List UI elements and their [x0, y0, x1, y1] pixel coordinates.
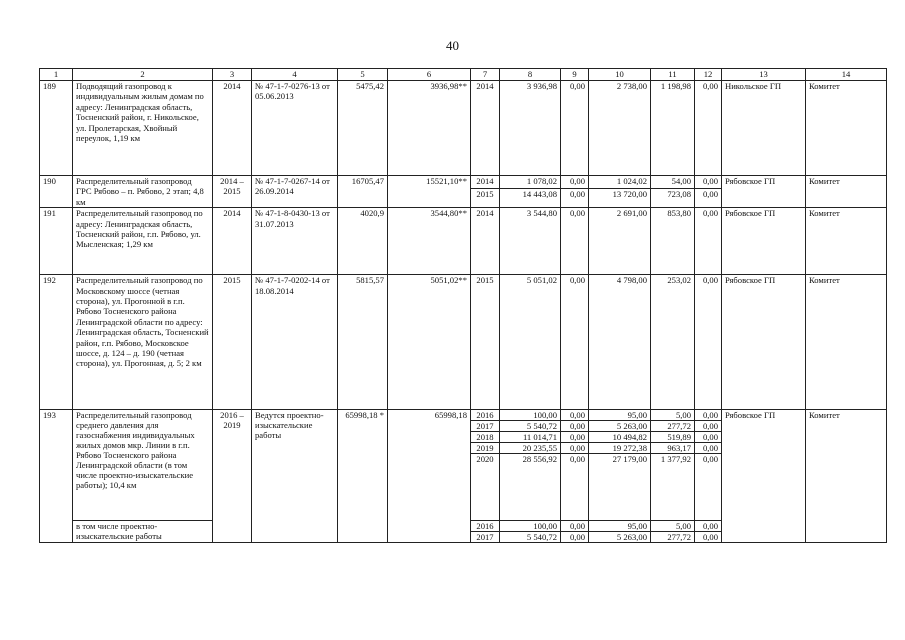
value-cell: 1 078,02: [500, 176, 561, 189]
value-cell: 100,00: [500, 410, 561, 421]
estimated-cost: 16705,47: [338, 176, 388, 208]
table-row: [40, 176, 887, 189]
column-number: 9: [561, 69, 589, 81]
settlement: Рябовское ГП: [722, 176, 806, 208]
year-cell: 2014: [471, 81, 500, 176]
value-cell: 853,80: [651, 208, 695, 275]
value-cell: 0,00: [561, 421, 589, 432]
total-funding: 3936,98**: [388, 81, 471, 176]
expertise-document: № 47-1-8-0430-13 от 31.07.2013: [252, 208, 338, 275]
value-cell: 95,00: [589, 521, 651, 532]
construction-years: 2014: [213, 81, 252, 176]
value-cell: 0,00: [561, 454, 589, 521]
value-cell: 0,00: [561, 81, 589, 176]
column-number: 4: [252, 69, 338, 81]
table-row: [40, 208, 887, 275]
expertise-document: № 47-1-7-0202-14 от 18.08.2014: [252, 275, 338, 410]
value-cell: 0,00: [561, 410, 589, 421]
expertise-document: № 47-1-7-0276-13 от 05.06.2013: [252, 81, 338, 176]
value-cell: 0,00: [695, 454, 722, 521]
value-cell: 11 014,71: [500, 432, 561, 443]
value-cell: 2 738,00: [589, 81, 651, 176]
value-cell: 0,00: [695, 432, 722, 443]
year-cell: 2014: [471, 208, 500, 275]
expertise-document: № 47-1-7-0267-14 от 26.09.2014: [252, 176, 338, 208]
value-cell: 0,00: [561, 432, 589, 443]
value-cell: 100,00: [500, 521, 561, 532]
estimated-cost: 4020,9: [338, 208, 388, 275]
value-cell: 2 691,00: [589, 208, 651, 275]
value-cell: 54,00: [651, 176, 695, 189]
construction-years: 2014: [213, 208, 252, 275]
value-cell: 0,00: [695, 532, 722, 543]
column-number: 2: [73, 69, 213, 81]
value-cell: 277,72: [651, 421, 695, 432]
column-number: 7: [471, 69, 500, 81]
value-cell: 0,00: [695, 443, 722, 454]
value-cell: 5 540,72: [500, 532, 561, 543]
value-cell: 20 235,55: [500, 443, 561, 454]
value-cell: 5 540,72: [500, 421, 561, 432]
total-funding: 5051,02**: [388, 275, 471, 410]
year-cell: 2019: [471, 443, 500, 454]
executor: Комитет: [806, 176, 887, 208]
executor: Комитет: [806, 81, 887, 176]
value-cell: 0,00: [695, 521, 722, 532]
column-number: 3: [213, 69, 252, 81]
value-cell: 5 051,02: [500, 275, 561, 410]
value-cell: 963,17: [651, 443, 695, 454]
row-number: 193: [40, 410, 73, 543]
year-cell: 2016: [471, 521, 500, 532]
year-cell: 2015: [471, 189, 500, 208]
object-name: Распределительный газопровод ГРС Рябово – п. Рябово, 2 этап; 4,8 км: [73, 176, 213, 208]
value-cell: 277,72: [651, 532, 695, 543]
total-funding: 3544,80**: [388, 208, 471, 275]
row-number: 190: [40, 176, 73, 208]
year-cell: 2016: [471, 410, 500, 421]
column-number: 8: [500, 69, 561, 81]
value-cell: 0,00: [561, 532, 589, 543]
value-cell: 723,08: [651, 189, 695, 208]
value-cell: 0,00: [695, 189, 722, 208]
investment-table: [39, 68, 887, 543]
estimated-cost: 5815,57: [338, 275, 388, 410]
value-cell: 5,00: [651, 521, 695, 532]
total-funding: 15521,10**: [388, 176, 471, 208]
sub-item-label: в том числе проектно-изыскательские работы: [73, 521, 213, 543]
executor: Комитет: [806, 410, 887, 543]
value-cell: 0,00: [695, 275, 722, 410]
value-cell: 28 556,92: [500, 454, 561, 521]
value-cell: 0,00: [561, 176, 589, 189]
value-cell: 1 198,98: [651, 81, 695, 176]
construction-years: 2016 – 2019: [213, 410, 252, 543]
column-number-row: [40, 69, 887, 81]
year-cell: 2018: [471, 432, 500, 443]
column-number: 13: [722, 69, 806, 81]
value-cell: 0,00: [695, 421, 722, 432]
year-cell: 2014: [471, 176, 500, 189]
expertise-document: Ведутся проектно-изыскательские работы: [252, 410, 338, 543]
value-cell: 0,00: [695, 208, 722, 275]
executor: Комитет: [806, 208, 887, 275]
value-cell: 14 443,08: [500, 189, 561, 208]
row-number: 191: [40, 208, 73, 275]
row-number: 192: [40, 275, 73, 410]
value-cell: 13 720,00: [589, 189, 651, 208]
column-number: 14: [806, 69, 887, 81]
column-number: 12: [695, 69, 722, 81]
column-number: 6: [388, 69, 471, 81]
value-cell: 5 263,00: [589, 421, 651, 432]
value-cell: 519,89: [651, 432, 695, 443]
value-cell: 0,00: [561, 189, 589, 208]
construction-years: 2015: [213, 275, 252, 410]
value-cell: 3 544,80: [500, 208, 561, 275]
value-cell: 19 272,38: [589, 443, 651, 454]
row-number: 189: [40, 81, 73, 176]
estimated-cost: 65998,18 *: [338, 410, 388, 543]
settlement: Рябовское ГП: [722, 275, 806, 410]
settlement: Рябовское ГП: [722, 410, 806, 543]
value-cell: 3 936,98: [500, 81, 561, 176]
object-name: Подводящий газопровод к индивидуальным жилым домам по адресу: Ленинградская область, Тосненский район, г. Никольское, ул. Пролетарская, Хвойный переулок, 1,19 км: [73, 81, 213, 176]
value-cell: 5 263,00: [589, 532, 651, 543]
value-cell: 5,00: [651, 410, 695, 421]
column-number: 11: [651, 69, 695, 81]
value-cell: 0,00: [561, 275, 589, 410]
table-row: [40, 410, 887, 421]
column-number: 1: [40, 69, 73, 81]
table-row: [40, 275, 887, 410]
value-cell: 95,00: [589, 410, 651, 421]
year-cell: 2017: [471, 421, 500, 432]
value-cell: 27 179,00: [589, 454, 651, 521]
value-cell: 0,00: [561, 443, 589, 454]
total-funding: 65998,18: [388, 410, 471, 543]
object-name: Распределительный газопровод среднего давления для газоснабжения индивидуальных жилых домов мкр. Линии в г.п. Рябово Тосненского района Ленинградской области (в том числе проектно-изыскательские работы); 10,4 км: [73, 410, 213, 521]
object-name: Распределительный газопровод по Московскому шоссе (четная сторона), ул. Прогонной в г.п. Рябово Тосненского района Ленинградской области по адресу: Ленинградская область, Тосненский район, г.п. Рябово, Московское шоссе, д. 124 – д. 190 (четная сторона), ул. Прогонная, д. 5; 2 км: [73, 275, 213, 410]
value-cell: 1 377,92: [651, 454, 695, 521]
settlement: Никольское ГП: [722, 81, 806, 176]
table-row: [40, 81, 887, 176]
value-cell: 0,00: [561, 521, 589, 532]
value-cell: 0,00: [695, 410, 722, 421]
column-number: 5: [338, 69, 388, 81]
value-cell: 0,00: [561, 208, 589, 275]
value-cell: 4 798,00: [589, 275, 651, 410]
value-cell: 0,00: [695, 81, 722, 176]
year-cell: 2017: [471, 532, 500, 543]
year-cell: 2015: [471, 275, 500, 410]
year-cell: 2020: [471, 454, 500, 521]
value-cell: 1 024,02: [589, 176, 651, 189]
object-name: Распределительный газопровод по адресу: Ленинградская область, Тосненский район, г.п. Рябово, ул. Мысленская; 1,29 км: [73, 208, 213, 275]
column-number: 10: [589, 69, 651, 81]
settlement: Рябовское ГП: [722, 208, 806, 275]
estimated-cost: 5475,42: [338, 81, 388, 176]
value-cell: 253,02: [651, 275, 695, 410]
value-cell: 10 494,82: [589, 432, 651, 443]
construction-years: 2014 – 2015: [213, 176, 252, 208]
page-number: 40: [446, 38, 459, 53]
executor: Комитет: [806, 275, 887, 410]
value-cell: 0,00: [695, 176, 722, 189]
